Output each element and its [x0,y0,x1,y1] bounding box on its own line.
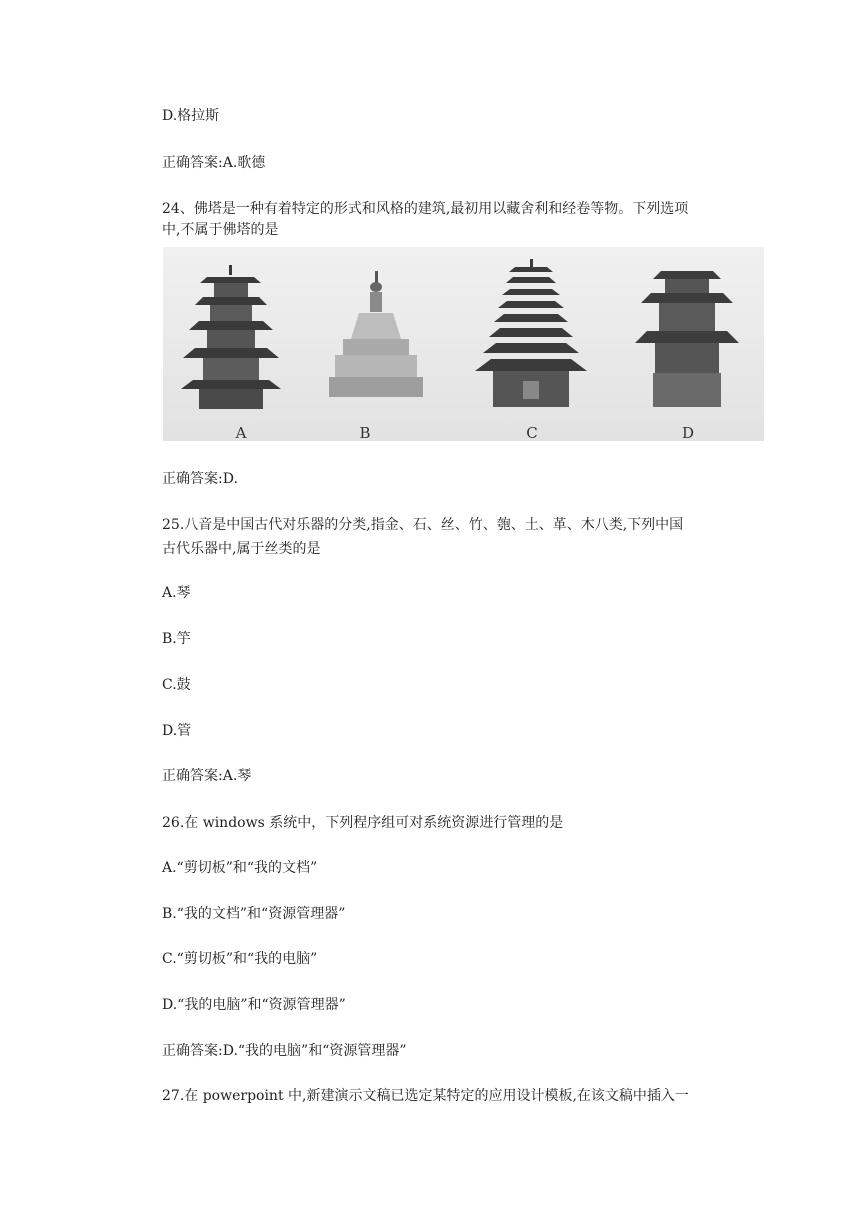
question-25-option-a: A.琴 [162,585,191,601]
question-25-answer: 正确答案:A.琴 [162,768,252,784]
question-26-text: 26.在 windows 系统中，下列程序组可对系统资源进行管理的是 [162,815,564,831]
answer-prev: 正确答案:A.歌德 [162,155,266,171]
question-25-text-cont: 古代乐器中,属于丝类的是 [162,541,321,557]
question-27-text: 27.在 powerpoint 中,新建演示文稿已选定某特定的应用设计模板,在该文稿中插入一 [162,1088,689,1104]
question-25-option-d: D.管 [162,723,192,739]
pagoda-figure [163,247,764,441]
question-25-option-b: B.竽 [162,631,191,647]
question-26-option-b: B.“我的文档”和“资源管理器” [162,906,346,922]
question-24-text: 24、佛塔是一种有着特定的形式和风格的建筑,最初用以藏舍利和经卷等物。下列选项 [162,201,689,217]
question-25-text: 25.八音是中国古代对乐器的分类,指金、石、丝、竹、匏、土、革、木八类,下列中国 [162,517,684,533]
question-26-option-a: A.“剪切板”和“我的文档” [162,860,318,876]
question-26-option-c: C.“剪切板”和“我的电脑” [162,951,318,967]
question-26-option-d: D.“我的电脑”和“资源管理器” [162,997,346,1013]
figure-label-d: D [681,424,695,441]
question-26-answer: 正确答案:D.“我的电脑”和“资源管理器” [162,1043,407,1059]
figure-label-c: C [526,424,538,441]
option-d-prev: D.格拉斯 [162,108,220,124]
pagoda-illustration [163,247,764,441]
question-24-text-cont: 中,不属于佛塔的是 [162,222,279,238]
figure-label-b: B [359,424,371,441]
question-24-answer: 正确答案:D. [162,471,238,487]
question-25-option-c: C.鼓 [162,677,191,693]
figure-label-a: A [235,424,247,441]
